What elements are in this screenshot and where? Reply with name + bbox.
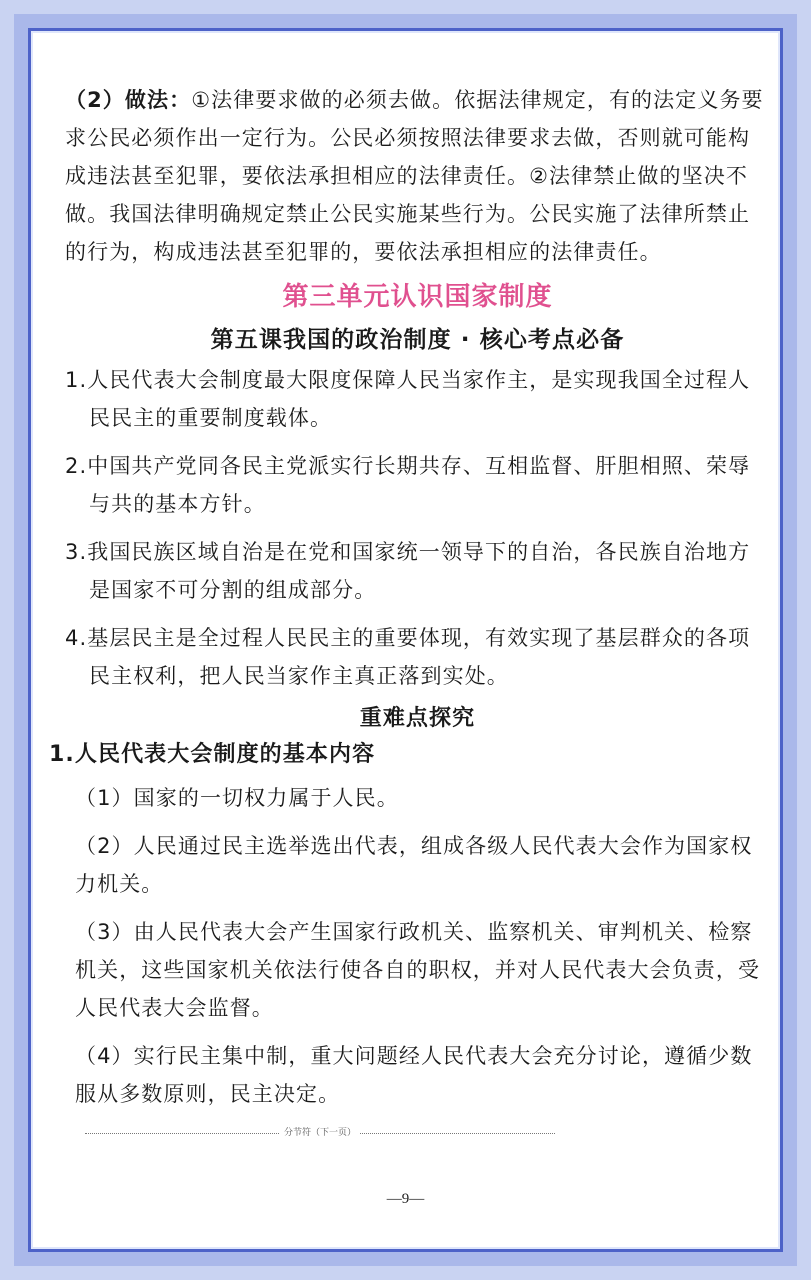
- sub-point: [65, 779, 770, 817]
- page-content: [49, 81, 770, 1161]
- key-point: [65, 619, 770, 695]
- document-page: [28, 28, 783, 1252]
- sub-point-text: （3）由人民代表大会产生国家行政机关、监察机关、审判机关、检察机关，这些国家机关依法行使各自的职权，并对人民代表大会负责，受人民代表大会监督。: [75, 920, 761, 1020]
- key-point: [65, 447, 770, 523]
- sub-point-text: （2）人民通过民主选举选出代表，组成各级人民代表大会作为国家权力机关。: [75, 834, 753, 896]
- unit-title: 第三单元认识国家制度: [282, 282, 553, 312]
- key-point-text: 3.我国民族区域自治是在党和国家统一领导下的自治，各民族自治地方是国家不可分割的组成部分。: [65, 540, 751, 602]
- section-break-label: 分节符（下一页）: [280, 1123, 360, 1143]
- intro-text: ①法律要求做的必须去做。依据法律规定，有的法定义务要求公民必须作出一定行为。公民必须按照法律要求去做，否则就可能构成违法甚至犯罪，要依法承担相应的法律责任。②法律禁止做的坚决不做。我国法律明确规定禁止公民实施某些行为。公民实施了法律所禁止的行为，构成违法甚至犯罪的，要依法承担相应的法律责任。: [65, 88, 764, 264]
- key-point: [65, 533, 770, 609]
- page-number: —9—: [386, 1191, 425, 1207]
- topic-heading: 1.人民代表大会制度的基本内容: [49, 742, 376, 767]
- sub-point: [65, 913, 770, 1027]
- sub-point: [65, 1037, 770, 1151]
- sub-point-text: （1）国家的一切权力属于人民。: [75, 786, 399, 810]
- key-point-text: 4.基层民主是全过程人民民主的重要体现，有效实现了基层群众的各项民主权利，把人民当家作主真正落到实处。: [65, 626, 751, 688]
- section-break: [85, 1123, 555, 1143]
- sub-point: [65, 827, 770, 903]
- outer-frame: [14, 14, 797, 1266]
- intro-label: （2）做法：: [65, 88, 192, 112]
- sub-point-text: （4）实行民主集中制，重大问题经人民代表大会充分讨论，遵循少数服从多数原则，民主决定。: [75, 1044, 753, 1106]
- lesson-title: 第五课我国的政治制度 · 核心考点必备: [210, 327, 625, 353]
- explore-title: 重难点探究: [359, 706, 476, 731]
- key-point-text: 2.中国共产党同各民主党派实行长期共存、互相监督、肝胆相照、荣辱与共的基本方针。: [65, 454, 751, 516]
- key-point: [65, 361, 770, 437]
- intro-paragraph: [65, 81, 770, 271]
- key-point-text: 1.人民代表大会制度最大限度保障人民当家作主，是实现我国全过程人民民主的重要制度载体。: [65, 368, 751, 430]
